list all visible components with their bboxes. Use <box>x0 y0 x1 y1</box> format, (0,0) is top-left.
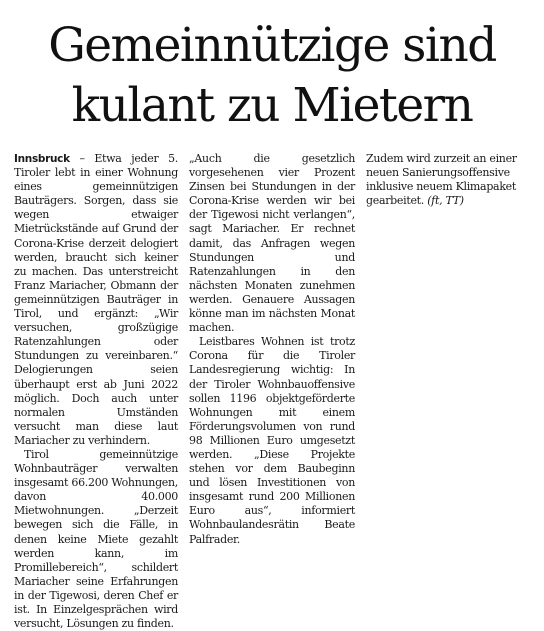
lead-text: – Etwa jeder 5. Tiroler lebt in einer Wohnung eines gemeinnützigen Bauträgers. Sorgen, dass sie wegen etwaiger Mietrückstände auf Grund der Corona-Krise derzeit delogiert werden, braucht sich keiner zu machen. Das unterstreicht Franz Mariacher, Obmann der gemeinnützigen Bauträger in Tirol, und ergänzt: „Wir versuchen, großzügige Ratenzahlungen oder Stundungen zu vereinbaren.“ Delogierungen seien überhaupt erst ab Juni 2022 möglich. Doch auch unter normalen Umständen versucht man diese laut Mariacher zu verhindern. <box>14 152 178 447</box>
paragraph-3-continued <box>366 152 530 208</box>
paragraph-2-text: Tirol gemeinnützige Wohnbauträger verwalten insgesamt 66.200 Wohnungen, davon 40.000 Mietwohnungen. „Derzeit bewegen sich die Fälle, in denen keine Miete gezahlt werden kann, im Promillebereich“, schildert Mariacher seine Erfahrungen in der Tigewosi, deren Chef er ist. In Einzelgesprächen wird versucht, Lösungen zu finden. <box>14 447 178 631</box>
paragraph-3-text-continued: Zudem wird zurzeit an einer neuen Sanierungsoffensive inklusive neuem Klimapaket gearbeitet. <box>366 152 517 208</box>
headline <box>0 16 544 136</box>
paragraph-3 <box>189 335 355 546</box>
headline-line-1: Gemeinnützige sind <box>48 18 496 73</box>
paragraph-2-continued <box>189 152 355 335</box>
headline-line-2: kulant zu Mietern <box>71 78 473 133</box>
dateline: Innsbruck <box>14 153 70 165</box>
author-signature: (ft, TT) <box>427 194 464 208</box>
column-3 <box>366 152 530 208</box>
column-2 <box>189 152 355 547</box>
paragraph-2 <box>14 448 178 631</box>
column-1 <box>14 152 178 631</box>
paragraph-3-text: Leistbares Wohnen ist trotz Corona für die Tiroler Landesregierung wichtig: In der Tiroler Wohnbauoffensive sollen 1196 objektgeförderte Wohnungen mit einem Förderungsvolumen von rund 98 Millionen Euro umgesetzt werden. „Diese Projekte stehen vor dem Baubeginn und lösen Investitionen von insgesamt rund 200 Millionen Euro aus“, informiert Wohnbaulandesrätin Beate Palfrader. <box>189 335 355 546</box>
paragraph-2-text-continued: „Auch die gesetzlich vorgesehenen vier Prozent Zinsen bei Stundungen in der Corona-Krise werden wir bei der Tigewosi nicht verlangen“, sagt Mariacher. Er rechnet damit, das Anfragen wegen Stundungen und Ratenzahlungen in den nächsten Monaten zunehmen werden. Genauere Aussagen könne man im nächsten Monat machen. <box>189 152 355 335</box>
lead-paragraph <box>14 152 178 448</box>
